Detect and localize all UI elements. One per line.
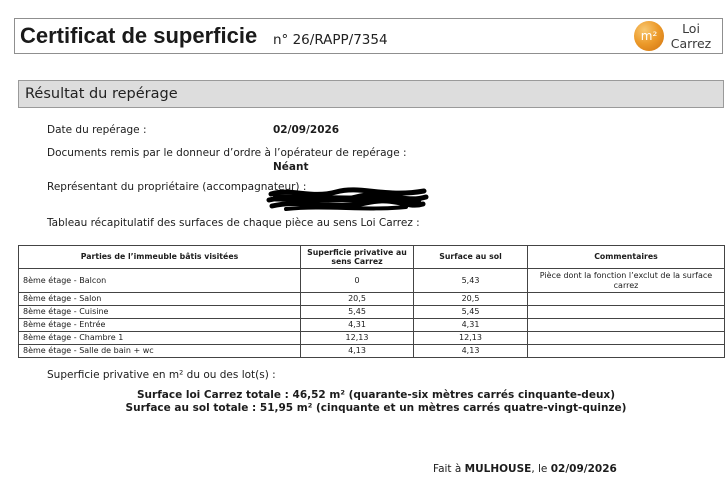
surfaces-table [18, 245, 725, 358]
footer-separator: , le [531, 462, 548, 475]
cell-carrez: 5,45 [301, 306, 414, 319]
date-value: 02/09/2026 [273, 123, 340, 136]
header-piece: Parties de l’immeuble bâtis visitées [19, 246, 301, 269]
cell-carrez: 20,5 [301, 293, 414, 306]
certificate-number: n° 26/RAPP/7354 [273, 32, 388, 48]
cell-comment [528, 306, 725, 319]
cell-piece: 8ème étage - Balcon [19, 269, 301, 293]
footer-date: 02/09/2026 [550, 462, 617, 475]
date-label: Date du repérage : [47, 123, 147, 136]
redaction-scribble [266, 186, 430, 214]
badge-text: m² [640, 29, 658, 43]
table-intro: Tableau récapitulatif des surfaces de chaque pièce au sens Loi Carrez : [47, 216, 420, 229]
footer-prefix: Fait à [433, 462, 462, 475]
documents-label: Documents remis par le donneur d’ordre à l’opérateur de repérage : [47, 146, 407, 159]
table-row [19, 293, 725, 306]
table-header-row [19, 246, 725, 269]
summary-label: Superficie privative en m² du ou des lot(s) : [47, 368, 276, 381]
table-row [19, 269, 725, 293]
loi-carrez-logo-text [668, 21, 714, 51]
logo-line-carrez: Carrez [670, 36, 712, 51]
page-title: Certificat de superficie [20, 23, 258, 48]
scribble-stroke [286, 207, 406, 209]
scribble-stroke [271, 190, 424, 195]
cell-comment [528, 345, 725, 358]
cell-comment [528, 293, 725, 306]
cell-piece: 8ème étage - Salon [19, 293, 301, 306]
cell-sol: 12,13 [414, 332, 528, 345]
header-sol: Surface au sol [414, 246, 528, 269]
loi-carrez-m2-icon [634, 21, 664, 51]
cell-sol: 5,43 [414, 269, 528, 293]
cell-sol: 4,31 [414, 319, 528, 332]
table-row [19, 345, 725, 358]
certificate-header [14, 18, 723, 54]
cell-piece: 8ème étage - Chambre 1 [19, 332, 301, 345]
cell-piece: 8ème étage - Salle de bain + wc [19, 345, 301, 358]
cell-piece: 8ème étage - Cuisine [19, 306, 301, 319]
cell-comment [528, 319, 725, 332]
table-row [19, 332, 725, 345]
section-title: Résultat du repérage [25, 86, 178, 102]
cell-comment: Pièce dont la fonction l’exclut de la surface carrez [528, 269, 725, 293]
header-carrez: Superficie privative au sens Carrez [301, 246, 414, 269]
sol-total: Surface au sol totale : 51,95 m² (cinquante et un mètres carrés quatre-vingt-quinze) [125, 401, 627, 414]
cell-carrez: 4,13 [301, 345, 414, 358]
table-row [19, 319, 725, 332]
cell-carrez: 0 [301, 269, 414, 293]
representant-label: Représentant du propriétaire (accompagnateur) : [47, 180, 307, 193]
cell-carrez: 4,31 [301, 319, 414, 332]
section-header [18, 80, 724, 108]
cell-sol: 4,13 [414, 345, 528, 358]
cell-comment [528, 332, 725, 345]
cell-sol: 5,45 [414, 306, 528, 319]
cell-carrez: 12,13 [301, 332, 414, 345]
cell-piece: 8ème étage - Entrée [19, 319, 301, 332]
logo-line-loi: Loi [682, 21, 700, 36]
scribble-stroke [276, 198, 418, 200]
carrez-total: Surface loi Carrez totale : 46,52 m² (quarante-six mètres carrés cinquante-deux) [136, 388, 615, 401]
documents-value: Néant [273, 160, 309, 173]
signature-line [433, 463, 617, 476]
table-row [19, 306, 725, 319]
header-comment: Commentaires [528, 246, 725, 269]
footer-city: MULHOUSE [464, 462, 532, 475]
cell-sol: 20,5 [414, 293, 528, 306]
